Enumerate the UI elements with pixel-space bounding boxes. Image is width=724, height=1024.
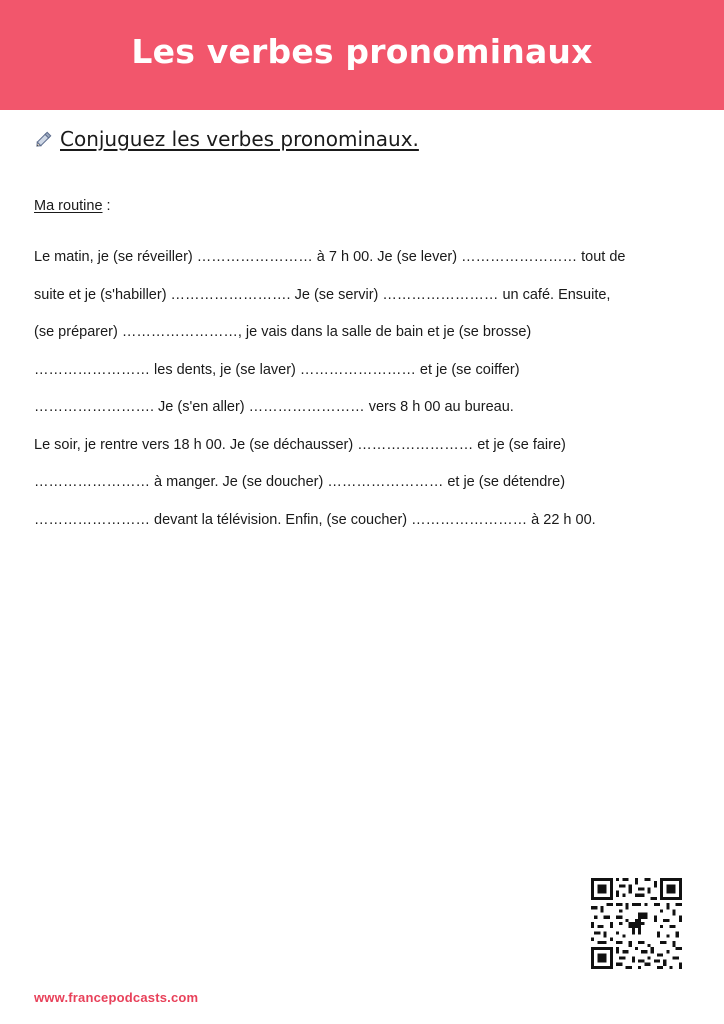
subtitle-suffix: : (102, 198, 111, 214)
subtitle-label: Ma routine (34, 198, 103, 214)
exercise-text (34, 246, 694, 546)
pencil-icon (34, 129, 54, 149)
qr-code[interactable] (591, 878, 682, 969)
title-banner (0, 0, 724, 110)
text-line: suite et je (s'habiller) ……………………. Je (se servir) …………………… un café. Ensuite, (34, 286, 611, 303)
text-line: (se préparer) ……………………, je vais dans la salle de bain et je (se brosse) (34, 324, 532, 340)
text-line: ……………………. Je (s'en aller) …………………… vers 8 h 00 au bureau. (34, 399, 514, 415)
text-line: Le matin, je (se réveiller) …………………… à 7 h 00. Je (se lever) …………………… tout de (34, 249, 626, 265)
text-line: …………………… à manger. Je (se doucher) …………………… et je (se détendre) (34, 474, 566, 490)
text-line: …………………… les dents, je (se laver) …………………… et je (se coiffer) (34, 361, 520, 378)
page-title: Les verbes pronominaux (131, 31, 593, 71)
footer-website-link[interactable]: www.francepodcasts.com (34, 990, 199, 1005)
text-line: …………………… devant la télévision. Enfin, (se coucher) …………………… à 22 h 00. (34, 511, 596, 528)
exercise-subtitle (34, 198, 111, 214)
instruction-heading (34, 127, 419, 151)
text-line: Le soir, je rentre vers 18 h 00. Je (se déchausser) …………………… et je (se faire) (34, 436, 566, 453)
instruction-text: Conjuguez les verbes pronominaux. (60, 127, 419, 151)
